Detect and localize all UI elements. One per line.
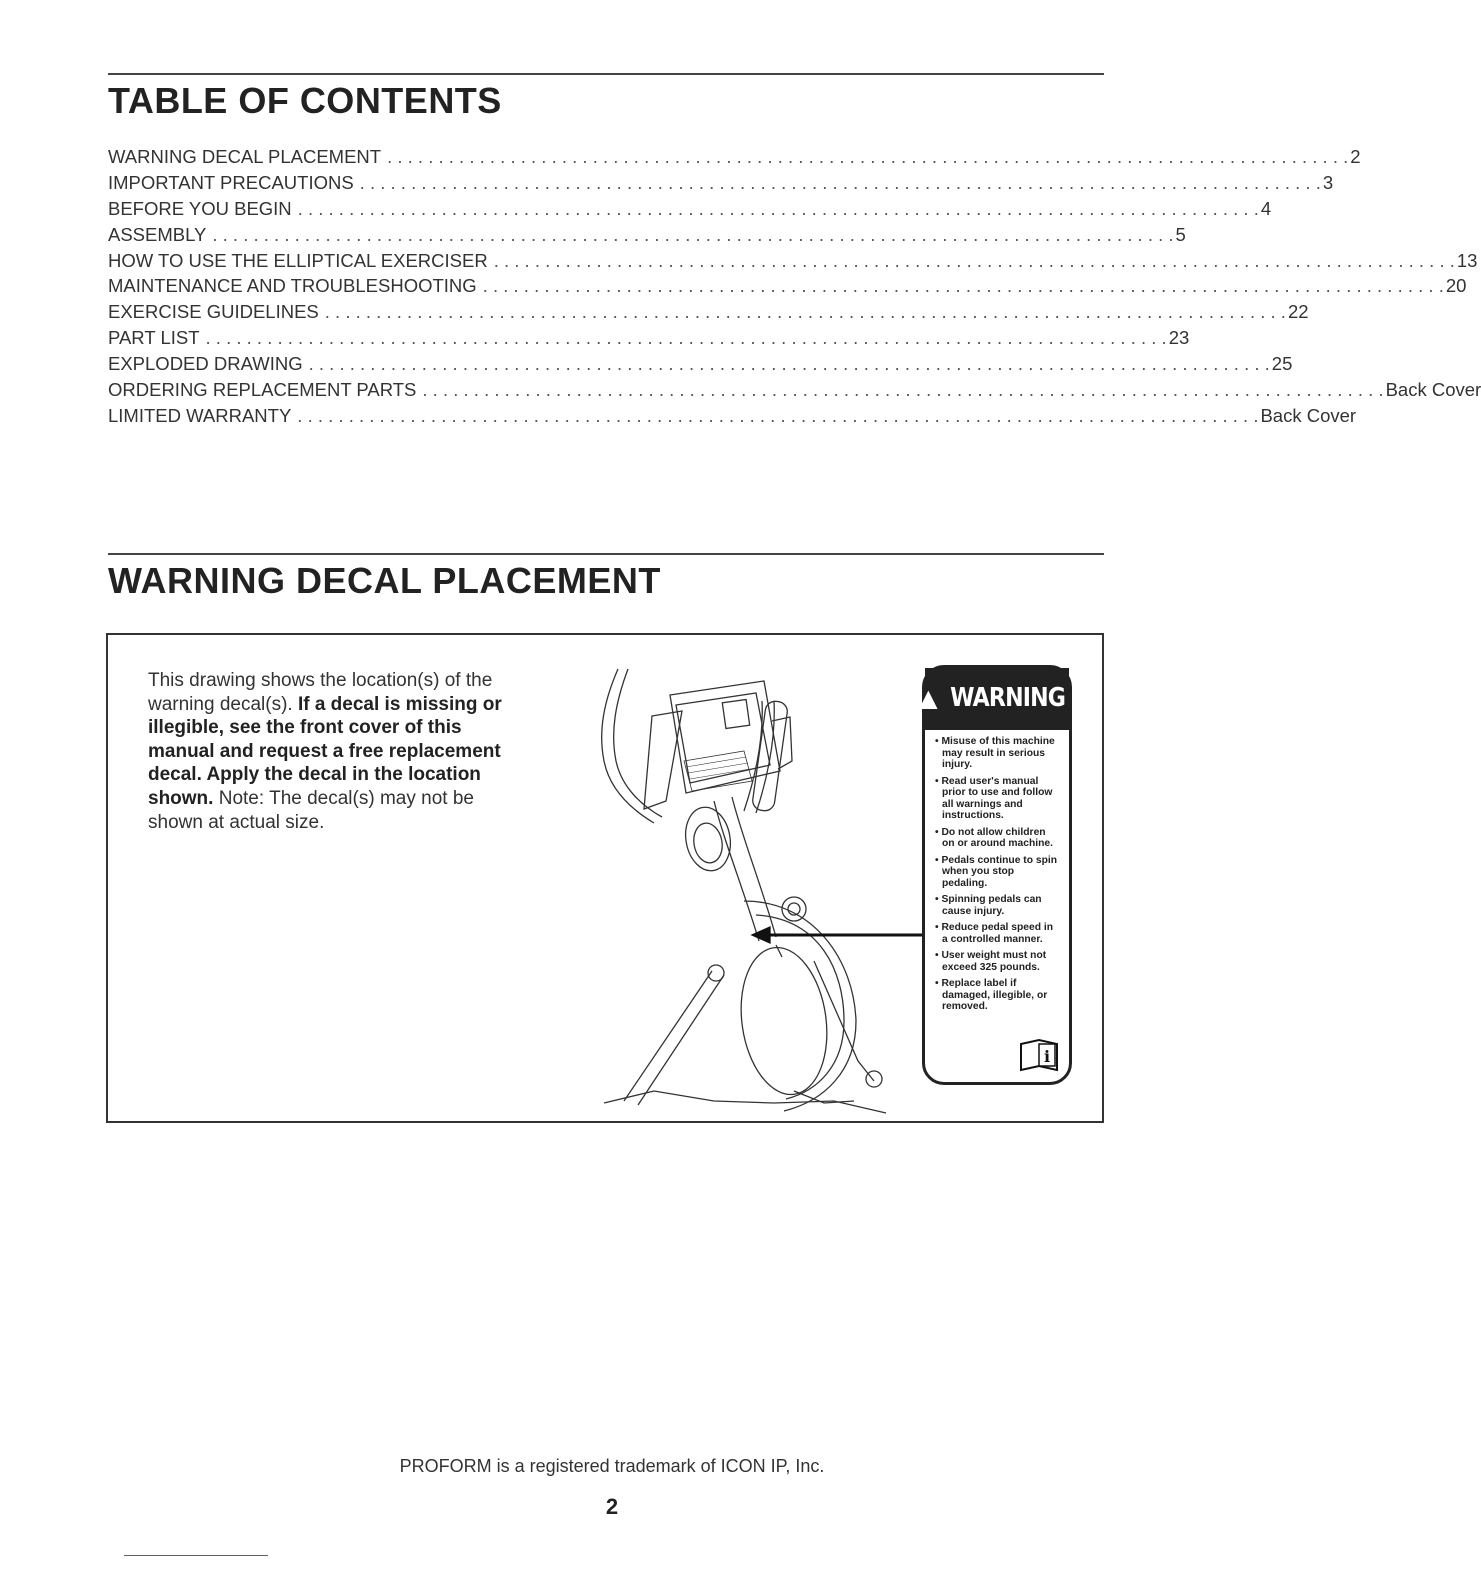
toc-entry-page: 3	[1322, 171, 1334, 193]
toc-entry-title: ASSEMBLY	[108, 223, 207, 245]
toc-leader	[325, 301, 1286, 323]
read-manual-icon	[1019, 1036, 1059, 1072]
toc-entry[interactable]	[108, 301, 1309, 327]
warning-heading: WARNING DECAL PLACEMENT	[108, 560, 661, 601]
toc-entry[interactable]	[108, 379, 1481, 405]
decal-title: WARNING	[949, 683, 1065, 713]
toc-top-rule	[108, 73, 1104, 75]
toc-list	[108, 146, 1481, 431]
toc-entry-title: HOW TO USE THE ELLIPTICAL EXERCISER	[108, 249, 488, 271]
toc-leader	[206, 327, 1167, 349]
toc-entry-title: EXPLODED DRAWING	[108, 353, 303, 375]
toc-entry[interactable]	[108, 197, 1272, 224]
toc-entry[interactable]	[108, 275, 1467, 301]
toc-entry-title: ORDERING REPLACEMENT PARTS	[108, 379, 417, 401]
left-handlebar	[602, 669, 654, 823]
toc-entry-page: 5	[1175, 223, 1186, 245]
toc-heading: TABLE OF CONTENTS	[108, 80, 502, 121]
toc-leader	[309, 353, 1270, 375]
toc-leader	[387, 146, 1348, 168]
toc-entry-page: 13	[1456, 249, 1478, 271]
decal-item: • Spinning pedals can cause injury.	[935, 894, 1061, 917]
intro-note: Note: The decal(s) may not be shown at actual size.	[148, 787, 474, 833]
left-arm	[624, 971, 712, 1101]
toc-entry[interactable]	[108, 171, 1334, 198]
toc-entry-page: 20	[1445, 275, 1467, 297]
toc-leader	[494, 250, 1455, 272]
decal-item: • Do not allow children on or around machine.	[935, 827, 1061, 850]
toc-leader	[212, 224, 1173, 246]
toc-entry-title: IMPORTANT PRECAUTIONS	[108, 171, 354, 193]
intro-bold: If a decal is missing or illegible, see the front cover of this manual and request a free replacement decal. Apply the decal in the location shown.	[148, 693, 502, 809]
toc-leader	[298, 198, 1259, 220]
toc-entry[interactable]	[108, 404, 1357, 431]
warning-decal-box	[106, 633, 1104, 1123]
toc-entry-page: 25	[1271, 353, 1293, 375]
toc-entry-title: WARNING DECAL PLACEMENT	[108, 146, 382, 167]
toc-entry-title: BEFORE YOU BEGIN	[108, 197, 292, 219]
toc-entry[interactable]	[108, 327, 1190, 353]
toc-entry-page: Back Cover	[1385, 379, 1481, 401]
decal-list	[925, 736, 1069, 1013]
toc-entry[interactable]	[108, 146, 1361, 172]
footer-link-underline	[124, 1555, 268, 1556]
toc-entry-page: 22	[1287, 301, 1309, 323]
toc-entry-title: MAINTENANCE AND TROUBLESHOOTING	[108, 275, 477, 297]
decal-item: • Misuse of this machine may result in serious injury.	[935, 736, 1061, 771]
toc-entry-page: 4	[1260, 197, 1272, 219]
decal-item: • Pedals continue to spin when you stop pedaling.	[935, 855, 1061, 890]
toc-leader	[422, 379, 1383, 401]
toc-entry-title: LIMITED WARRANTY	[108, 404, 292, 426]
toc-entry[interactable]	[108, 353, 1293, 379]
page-number: 2	[605, 1494, 619, 1519]
toc-leader	[483, 275, 1444, 297]
toc-entry[interactable]	[108, 223, 1186, 250]
intro-plain: This drawing shows the location(s) of the warning decal(s).	[148, 670, 493, 715]
toc-entry-title: PART LIST	[108, 327, 200, 349]
toc-leader	[297, 405, 1258, 427]
book-letter: i	[1043, 1047, 1051, 1066]
warning-decal	[919, 665, 1072, 1085]
toc-leader	[360, 172, 1321, 194]
decal-item: • User weight must not exceed 325 pounds.	[935, 950, 1061, 973]
decal-item: • Reduce pedal speed in a controlled manner.	[935, 922, 1061, 945]
decal-header	[919, 668, 1069, 730]
warning-top-rule	[108, 553, 1104, 555]
upright-column	[714, 801, 759, 941]
toc-entry-page: 23	[1168, 327, 1190, 349]
warning-intro	[148, 669, 528, 834]
decal-item: • Read user's manual prior to use and follow all warnings and instructions.	[935, 776, 1061, 822]
toc-entry-page: Back Cover	[1260, 404, 1357, 426]
toc-entry-title: EXERCISE GUIDELINES	[108, 301, 319, 323]
toc-entry[interactable]	[108, 249, 1478, 276]
elliptical-drawing	[594, 661, 924, 1121]
decal-item: • Replace label if damaged, illegible, or removed.	[935, 978, 1061, 1013]
toc-entry-page: 2	[1350, 146, 1361, 167]
trademark-note: PROFORM is a registered trademark of ICON IP, Inc.	[399, 1456, 825, 1476]
warning-triangle-icon: ▲	[919, 684, 938, 712]
